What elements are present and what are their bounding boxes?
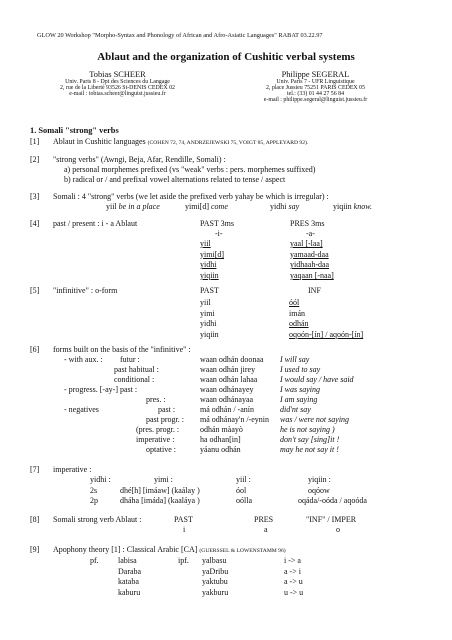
citation: (GUERSSEL & LOWENSTAMM 96) <box>199 548 286 554</box>
item-text: Somali strong verb Ablaut : <box>53 515 142 524</box>
citation: (COHEN 72, 74, ANDRZEJEWSKI 75, VOIGT 85, APPLEYARD 92). <box>147 140 309 146</box>
past-forms: yiil yimi[d] yidhi yiqiin <box>200 239 224 280</box>
author-block-2 <box>228 70 403 103</box>
verb-example: yimi[d] come <box>185 202 228 211</box>
table-row: kataba yaktubu a -> u <box>118 577 303 586</box>
infinitive-forms: óól imán odhán oqoón-[ín] / aqoón-[ín] <box>289 298 364 339</box>
author-email: e-mail : tobias.scheer@linguist.jussieu.fr <box>69 91 166 97</box>
arabic-table <box>0 556 452 598</box>
vowel-marker: o <box>336 525 340 534</box>
section-heading: 1. Somali "strong" verbs <box>30 126 119 135</box>
item-text: "strong verbs" (Awngi, Beja, Afar, Rendille, Somali) : <box>53 155 226 164</box>
column-header: PAST 3ms <box>200 219 235 228</box>
infinitive-table <box>0 355 452 455</box>
item-text: imperative : <box>53 465 92 474</box>
table-row: - progress. [-ay-] past : waan odhánayey I was saying <box>64 385 320 394</box>
item-number: [1] <box>30 137 40 146</box>
item-text: Apophony theory [1] : Classical Arabic [CA] (GUERSSEL & LOWENSTAMM 96) <box>53 545 286 554</box>
item-text: a) personal morphemes prefixed (vs "weak" verbs : pers. morphemes suffixed) <box>64 165 316 174</box>
column-header: PAST <box>174 515 193 524</box>
vowel-marker: i <box>183 525 186 534</box>
author-name: Tobias SCHEER <box>89 70 146 79</box>
column-header: "INF" / IMPER <box>306 515 357 524</box>
table-row: yidhi : yimi : yiil : yiqiin : <box>90 475 331 484</box>
table-row: Daraba yaDribu a -> i <box>118 566 301 576</box>
vowel-marker: -i- <box>215 229 223 238</box>
author-address: 2, rue de la Liberté 93526 St-DENIS CEDEX 02 <box>59 85 175 91</box>
table-row: - negatives past : má odhán / -anín did'nt say <box>64 405 311 414</box>
author-block-1 <box>30 70 205 97</box>
vowel-marker: -a- <box>306 229 315 238</box>
author-address: 2, place Jussieu 75251 PARIS CEDEX 05 <box>265 85 366 91</box>
verb-example: yidhi say <box>270 202 300 211</box>
table-row: - with aux. : futur : waan odhán doonaa I will say <box>64 355 310 364</box>
item-number: [8] <box>30 515 40 524</box>
table-row: (pres. progr. : odhán màayò he is not saying ) <box>136 425 335 434</box>
table-row: 2s dhé[h] [imáaw] (kaálay ) óol oqóow <box>90 485 330 495</box>
table-row: past progr. : má odhánay'n /-eynin was / were not saying <box>146 415 350 424</box>
item-number: [6] <box>30 345 40 354</box>
author-affiliation: Univ. Paris 8 - Dpt des Sciences du Langage <box>65 79 170 85</box>
table-row: pf. labisa ipf. yalbasu i -> a <box>90 556 301 565</box>
author-affiliation: Univ. Paris 7 - UFR Linguistique <box>276 79 355 85</box>
author-phone: tel.: (33) 01 44 27 56 84 <box>286 91 345 97</box>
item-text: "infinitive" : o-form <box>53 286 118 295</box>
item-number: [2] <box>30 155 40 164</box>
item-number: [7] <box>30 465 40 474</box>
item-text: Somali : 4 "strong" verbs (we let aside the prefixed verb yahay be which is irregular) : <box>53 192 329 201</box>
verb-example: yiil be in a place <box>106 202 160 211</box>
vowel-marker: a <box>264 525 268 534</box>
paper-title: Ablaut and the organization of Cushitic verbal systems <box>97 51 355 63</box>
imperative-table <box>0 475 452 507</box>
table-row: optative : yáanu odhán may he not say it ! <box>146 445 339 454</box>
item-text: b) radical or / and prefixal vowel alternations related to tense / aspect <box>64 175 286 184</box>
table-row: imperative : ha odhan[in] don't say [sing]it ! <box>136 435 340 444</box>
column-header: PAST <box>200 286 219 295</box>
item-text: forms built on the basis of the "infinitive" : <box>53 345 191 354</box>
item-number: [5] <box>30 286 40 295</box>
item-text: Ablaut in Cushitic languages (COHEN 72, 74, ANDRZEJEWSKI 75, VOIGT 85, APPLEYARD 92). <box>53 137 309 146</box>
table-row: pres. : waan odhánayaa I am saying <box>146 395 318 404</box>
author-email: e-mail : philippe.segeral@linguist.jussieu.fr <box>263 97 368 103</box>
column-header: PRES 3ms <box>290 219 325 228</box>
table-row: conditional : waan odhán lahaa I would say / have said <box>114 375 354 384</box>
item-number: [9] <box>30 545 40 554</box>
item-number: [3] <box>30 192 40 201</box>
column-header: INF <box>308 286 321 295</box>
running-header: GLOW 20 Workshop "Morpho-Syntax and Phonology of African and Afro-Asiatic Languages" RABAT 03.22.97 <box>37 32 323 39</box>
item-number: [4] <box>30 219 40 228</box>
table-row: kaburu yakburu u -> u <box>118 587 304 597</box>
author-name: Philippe SEGERAL <box>281 70 350 79</box>
item-text: past / present : i - a Ablaut <box>53 219 138 228</box>
column-header: PRES <box>254 515 274 524</box>
present-forms: yaal [-laa] yamaad-daa yidhaah-daa yaqaan [-naa] <box>290 239 334 280</box>
past-forms: yiil yimi yidhi yiqiin <box>200 298 219 339</box>
table-row: past habitual : waan odhán jirey I used to say <box>114 365 321 374</box>
table-row: 2p dháha [imáda] (kaaláya ) oólla oqáda/-oóda / aqoóda <box>90 496 367 505</box>
verb-example: yiqiin know. <box>333 202 372 211</box>
